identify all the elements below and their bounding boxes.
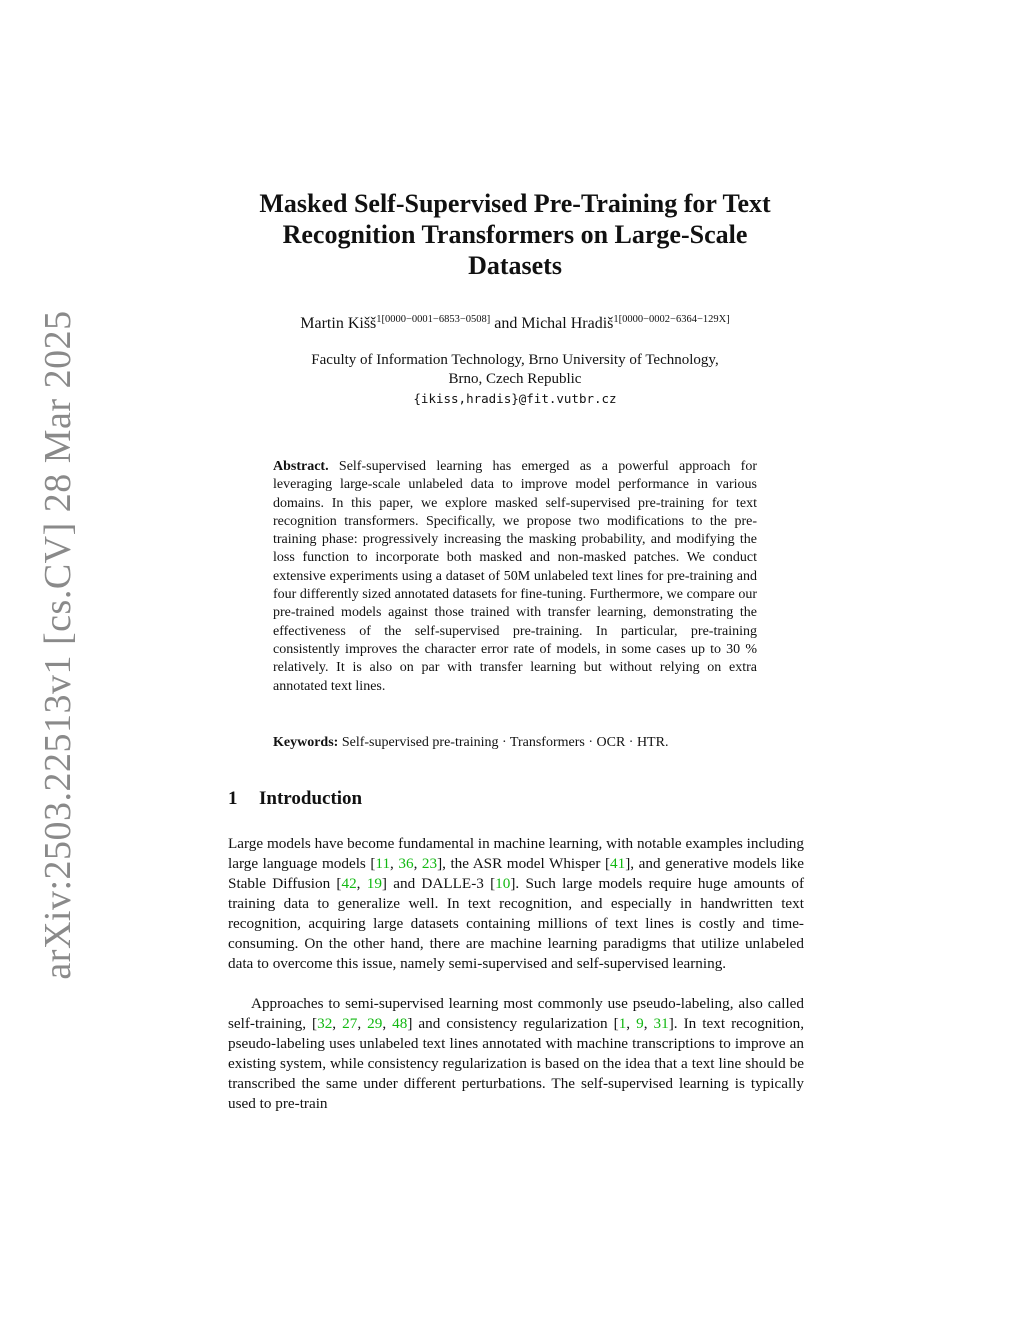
paragraph-text: Large models have become fundamental in machine learning, with notable examples including large language models [ xyxy=(228,835,804,872)
author-name: Martin Kišš xyxy=(300,315,377,332)
author-name: Michal Hradiš xyxy=(521,315,614,332)
paragraph-text: , xyxy=(643,1015,654,1032)
affiliation-line: Faculty of Information Technology, Brno University of Technology, xyxy=(311,352,719,368)
author-orcid: 1[0000−0002−6364−129X] xyxy=(613,314,730,325)
citation-link[interactable]: 19 xyxy=(366,875,382,892)
paragraph-text: ]. In text recognition, pseudo-labeling uses unlabeled text lines annotated with machine transcriptions to improve an existing system, while consistency regularization is based on the idea that a text line should be transcribed the same under different perturbations. The self-supervised learning is typically used to pre-train xyxy=(228,1015,805,1112)
section-title: Introduction xyxy=(259,788,363,809)
keywords-block xyxy=(273,735,757,751)
citation-link[interactable]: 42 xyxy=(341,875,357,892)
abstract-label: Abstract. xyxy=(273,459,329,474)
paragraph-text: , xyxy=(356,875,367,892)
paragraph-text: ], the ASR model Whisper [ xyxy=(437,855,611,872)
title-line: Recognition Transformers on Large-Scale xyxy=(282,220,748,249)
citation-link[interactable]: 9 xyxy=(636,1015,644,1032)
citation-link[interactable]: 29 xyxy=(367,1015,383,1032)
paragraph-text: , xyxy=(413,855,422,872)
paragraph-text: , xyxy=(390,855,399,872)
author-conjunction: and xyxy=(494,315,518,332)
intro-paragraph-2 xyxy=(228,994,804,1114)
keywords-text: Self-supervised pre-training · Transformers · OCR · HTR. xyxy=(341,735,669,750)
paragraph-text: , xyxy=(626,1015,637,1032)
intro-paragraph-1 xyxy=(228,834,804,974)
paragraph-text: , xyxy=(332,1015,343,1032)
paragraph-text: ], and generative models like Stable Diffusion [ xyxy=(228,855,805,892)
abstract-text: Self-supervised learning has emerged as a powerful approach for leveraging large-scale unlabeled data to improve model performance in various domains. In this paper, we explore masked self-supervised pre-training for text recognition transformers. Specifically, we propose two modifications to the pre-training phase: progressively increasing the masking probability, and modifying the loss function to incorporate both masked and non-masked patches. We conduct extensive experiments using a dataset of 50M unlabeled text lines for pre-training and four differently sized annotated datasets for fine-tuning. Furthermore, we compare our pre-trained models against those trained with transfer learning, demonstrating the effectiveness of the self-supervised pre-training. In particular, pre-training consistently improves the character error rate of models, in some cases up to 30 % relatively. It is also on par with transfer learning but without relying on extra annotated text lines. xyxy=(273,459,757,694)
email-address: {ikiss,hradis}@fit.vutbr.cz xyxy=(413,391,617,406)
citation-link[interactable]: 23 xyxy=(421,855,438,872)
paragraph-text: , xyxy=(357,1015,368,1032)
citation-link[interactable]: 31 xyxy=(653,1015,669,1032)
keywords-label: Keywords: xyxy=(273,735,339,750)
paper-title xyxy=(230,188,800,281)
affiliation-line: Brno, Czech Republic xyxy=(448,371,582,387)
citation-link[interactable]: 32 xyxy=(317,1015,333,1032)
citation-link[interactable]: 48 xyxy=(392,1015,408,1032)
section-number: 1 xyxy=(228,788,238,809)
paragraph-text: ] and DALLE-3 [ xyxy=(381,875,496,892)
citation-link[interactable]: 10 xyxy=(495,875,511,892)
citation-link[interactable]: 1 xyxy=(618,1015,627,1032)
paragraph-text: , xyxy=(382,1015,393,1032)
title-line: Datasets xyxy=(468,251,562,280)
title-line: Masked Self-Supervised Pre-Training for Text xyxy=(259,189,771,218)
paragraph-text: ]. Such large models require huge amounts of training data to generalize well. In text recognition, and especially in handwritten text recognition, acquiring large datasets containing millions of text lines is costly and time-consuming. On the other hand, there are machine learning paradigms that utilize unlabeled data to overcome this issue, namely semi-supervised and self-supervised learning. xyxy=(228,875,804,972)
section-heading xyxy=(228,788,362,810)
author-list xyxy=(220,314,810,333)
abstract-block xyxy=(273,458,757,696)
citation-link[interactable]: 41 xyxy=(610,855,626,872)
citation-link[interactable]: 27 xyxy=(342,1015,358,1032)
arxiv-identifier-stamp: arXiv:2503.22513v1 [cs.CV] 28 Mar 2025 xyxy=(37,310,79,980)
author-orcid: 1[0000−0001−6853−0508] xyxy=(376,314,491,325)
citation-link[interactable]: 11 xyxy=(375,855,391,872)
citation-link[interactable]: 36 xyxy=(398,855,414,872)
paragraph-text: ] and consistency regularization [ xyxy=(407,1015,619,1032)
affiliation-block xyxy=(230,351,800,408)
paragraph-text: Approaches to semi-supervised learning most commonly use pseudo-labeling, also called self-training, [ xyxy=(228,995,804,1032)
